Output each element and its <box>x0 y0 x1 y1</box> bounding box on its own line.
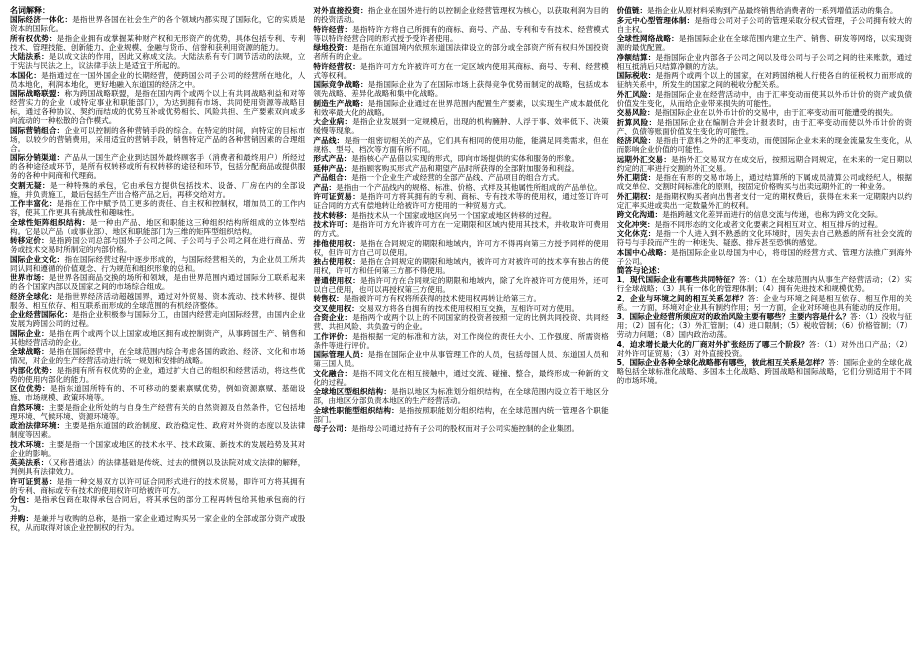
glossary-entry <box>617 229 912 247</box>
glossary-definition: 主要是指一个国家或地区的技术水平、技术政策、新技术的发展趋势及其对企业的影响。 <box>10 439 306 458</box>
glossary-definition: 是指在东道国境内依照东道国法律设立的部分或全部资产所有权归外国投资者所有的企业。 <box>313 43 609 61</box>
glossary-definition: 是指许可方允许被许可方在一定期限和区域内使用其技术，并收取许可费用的方式。 <box>313 220 609 238</box>
glossary-entry <box>313 99 608 117</box>
glossary-definition: 是指国际企业内部各子公司之间以及母公司与子公司之间的往来账款，通过相互抵消后只结算净额的方法。 <box>616 52 912 71</box>
glossary-definition: 是指不同文化在相互接触中，通过交流、碰撞、整合，最终形成一种新的文化的过程。 <box>313 368 609 387</box>
glossary-entry <box>617 210 912 219</box>
glossary-definition: 是指世界经济活动超越国界，通过对外贸易、资本流动、技术转移、提供服务、相互依存、相互联系而形成的全球范围的有机经济整体。 <box>10 291 306 310</box>
glossary-definition: 是一种由产品、地区和职能这三种组织结构所组成的立体型结构。它是以产品（或事业部）、地区和职能部门为三维的矩阵型组织结构。 <box>10 217 306 236</box>
glossary-definition: 是指在两个或两个以上国家或地区拥有或控制资产，从事跨国生产、销售和其他经营活动的企业。 <box>10 328 306 347</box>
glossary-term: 特许经营权 ： <box>313 62 360 71</box>
glossary-entry <box>10 255 305 273</box>
glossary-entry <box>313 80 608 98</box>
glossary-entry <box>10 310 305 328</box>
question-text: 1．现代国际企业有哪些共同特征？ <box>616 275 739 284</box>
glossary-entry <box>10 71 305 89</box>
glossary-entry <box>10 440 305 458</box>
glossary-entry <box>10 329 305 347</box>
glossary-entry <box>10 514 305 532</box>
glossary-term: 国际企业 ： <box>10 329 49 338</box>
glossary-definition: 是指以地区为标准划分组织结构，在全球范围内设立若干地区分部，由地区分部负责本地区的生产经营活动。 <box>313 387 609 405</box>
glossary-definition: 主要是指企业所处的与自身生产经营有关的自然资源及自然条件，它包括地理环境、气候环境、资源环境等。 <box>10 402 306 421</box>
column-2 <box>313 6 608 647</box>
glossary-entry <box>313 173 608 182</box>
glossary-definition: 是指技术从一个国家或地区向另一个国家或地区转移的过程。 <box>351 210 557 220</box>
answer-text: 答：（1）对外出口产品；（2）对外许可证贸易；（3）对外直接投资。 <box>616 339 912 358</box>
answer-text: 答：企业与环境之间是相互依存、相互作用的关系。一方面，环境对企业具有制约作用；另一方面，企业对环境也具有能动的反作用。 <box>616 293 912 312</box>
glossary-definition: 是指核心产品借以实现的形式，即向市场提供的实体和服务的形象。 <box>351 154 580 163</box>
glossary-entry <box>617 192 912 210</box>
glossary-term: 世界市场 ： <box>10 273 49 282</box>
glossary-entry <box>313 369 608 387</box>
glossary-entry <box>617 90 912 108</box>
glossary-definition: 指在国际经营过程中逐步形成的，与国际经营相关的，为企业员工所共同认同和遵循的价值观念、行为规范和组织形象的总和。 <box>10 254 306 273</box>
glossary-entry <box>617 53 912 71</box>
glossary-definition: 企业可以控制的各种营销手段的综合。在特定的时间，向特定的目标市场，以较少的营销费用，采用适宜的营销手段，销售特定产品的各种营销因素的合理组合。 <box>10 125 306 153</box>
glossary-entry <box>617 136 912 154</box>
glossary-definition: 是指两个或两个以上的不同国家的投资者按照一定的比例共同投资、共同经营、共担风险、共负盈亏的企业。 <box>313 313 609 331</box>
glossary-entry <box>313 257 608 275</box>
glossary-definition: 是指许可方在合同规定的期限和地域内，除了允许被许可方使用外，还可以自己使用，也可以再授权第三方使用。 <box>313 275 609 294</box>
glossary-term: 所有权优势 ： <box>10 34 57 43</box>
glossary-definition: 是指国际企业以母国为中心，将母国的经营方式、管理方法推广到海外子公司。 <box>616 247 912 266</box>
answer-text: 答：国际企业的全球化战略包括全球标准化战略、多国本土化战略、跨国战略和国际战略，它们分别适用于不同的市场环境。 <box>616 358 912 385</box>
glossary-term: 价值链 ： <box>617 6 647 15</box>
glossary-term: 国际管理人员 ： <box>313 350 367 359</box>
glossary-term: 交易风险 ： <box>617 108 655 117</box>
glossary-term: 许可证贸易 ： <box>10 477 57 486</box>
question-text: 3．国际企业经营所须应对的政治风险主要有哪些？主要内容是什么？ <box>616 312 851 321</box>
glossary-definition: 是指世界各国在社会生产的各个领域内都实现了国际化，它的实质是资本的国际化。 <box>10 15 306 33</box>
glossary-term: 本国化 ： <box>10 71 41 80</box>
glossary-term: 全球战略 ： <box>10 347 49 356</box>
glossary-term: 并购 ： <box>10 514 33 523</box>
glossary-term: 国际经济一体化 ： <box>10 15 72 24</box>
glossary-definition: 是指母公司通过持有子公司的股权而对子公司实施控制的企业集团。 <box>351 424 580 433</box>
glossary-entry <box>313 136 608 154</box>
glossary-definition: 是指一个企业生产或经营的全部产品线、产品项目的组合方式。 <box>351 173 564 182</box>
glossary-term: 排他使用权 ： <box>313 239 360 248</box>
glossary-entry <box>313 276 608 294</box>
glossary-definition: 是指根据一定的标准和方法，对工作岗位的责任大小、工作强度、所需资格条件等进行评价。 <box>313 331 609 350</box>
glossary-entry <box>10 153 305 180</box>
glossary-definition: 是指跨越文化差异而进行的信息交流与传递，也称为跨文化交际。 <box>662 210 883 219</box>
glossary-entry <box>313 183 608 192</box>
glossary-entry <box>10 421 305 439</box>
glossary-term: 自然环境 ： <box>10 403 49 412</box>
glossary-entry <box>313 62 608 80</box>
question-text: 5．国际企业各种全球化战略都有哪些，彼此相互关系是怎样？ <box>616 358 829 367</box>
glossary-term: 独占使用权 ： <box>313 257 360 266</box>
glossary-term: 合资企业 ： <box>313 313 352 322</box>
glossary-entry <box>313 332 608 350</box>
glossary-entry <box>10 384 305 402</box>
glossary-entry <box>313 211 608 220</box>
glossary-term: 区位优势 ： <box>10 384 50 393</box>
glossary-term: 国际税收 ： <box>617 71 656 80</box>
glossary-entry <box>10 495 305 513</box>
glossary-definition: 指企业在国外进行的以控制企业经营管理权为核心，以获取利润为目的的投资活动。 <box>313 6 609 24</box>
glossary-entry <box>10 403 305 421</box>
glossary-term: 延伸产品 ： <box>313 164 351 173</box>
glossary-term: 国际分销渠道 ： <box>10 153 64 162</box>
glossary-definition: 交易双方将各自拥有的技术使用权相互交换，互相许可对方使用。 <box>358 303 580 313</box>
qa-section-title: 简答与论述： <box>616 266 665 275</box>
glossary-term: 技术转移 ： <box>313 211 351 220</box>
qa-item <box>617 340 912 358</box>
glossary-definition: 是指许可方允许被许可方在一定区域内使用其商标、商号、专利、经营模式等权利。 <box>313 61 609 80</box>
glossary-term: 母子公司 ： <box>313 424 351 433</box>
glossary-term: 产品线 ： <box>313 136 344 145</box>
glossary-definition: 是指一个人进入到不熟悉的文化环境时，因失去自己熟悉的所有社会交流的符号与手段而产生的一种迷失、疑惑、排斥甚至恐惧的感觉。 <box>616 229 912 247</box>
qa-item <box>617 312 912 339</box>
glossary-entry <box>313 220 608 238</box>
glossary-entry <box>313 192 608 210</box>
glossary-definition: 是指东道国所特有的、不可移动的要素禀赋优势，例如资源禀赋、基础设施、市场规模、政策环境等。 <box>10 384 306 402</box>
glossary-entry <box>313 6 608 24</box>
glossary-entry <box>313 304 608 313</box>
glossary-term: 交叉使用权 ： <box>313 304 359 313</box>
glossary-definition: 是指顾客购买形式产品和期望产品时所获得的全部附加服务和利益。 <box>351 163 580 173</box>
glossary-term: 对外直接投资 ： <box>313 6 367 15</box>
glossary-term: 本国中心战略 ： <box>617 248 671 257</box>
glossary-definition: 是指在国际经营中，在全球范围内综合考虑各国的政治、经济、文化和市场情况，对企业的生产经营活动进行统一规划和安排的战略。 <box>10 347 306 365</box>
qa-item <box>617 294 912 312</box>
glossary-definition: 是指企业积极参与国际分工，由国内经营走向国际经营，由国内企业发展为跨国公司的过程。 <box>10 310 306 328</box>
glossary-term: 工作评价 ： <box>313 332 352 341</box>
glossary-definition: 是指承包商在取得承包合同后，将其承包的部分工程再转包给其他承包商的行为。 <box>10 495 306 513</box>
glossary-definition: 是指外汇交易双方在成交后，按照远期合同规定，在未来的一定日期以约定的汇率进行交割的外汇交易。 <box>616 154 912 173</box>
glossary-entry <box>313 424 608 433</box>
glossary-definition: 是指许可方将其拥有的专利、商标、专有技术等的使用权，通过签订许可证合同的方式有偿地转让给被许可方使用的一种贸易方式。 <box>313 192 609 210</box>
column-3 <box>617 6 912 647</box>
glossary-definition: 是指通过在一国外国企业的长期经营，使跨国公司子公司的经营所在地化，人员本地化，利润本地化，更好地融入东道国的经济之中。 <box>10 70 306 89</box>
glossary-entry <box>617 248 912 266</box>
glossary-entry <box>10 366 305 384</box>
glossary-definition: 是指由于意料之外的汇率变动，而使国际企业未来的现金流量发生变化，从而影响企业价值的可能性。 <box>616 136 912 154</box>
question-text: 2．企业与环境之间的相互关系怎样？ <box>616 293 748 303</box>
glossary-definition: 是指国际企业在以外币计价的交易中，由于汇率变动而可能遭受的损失。 <box>654 108 898 117</box>
glossary-entry <box>10 181 305 199</box>
glossary-term: 企业经营国际化 ： <box>10 310 72 319</box>
glossary-definition: 是指母公司对子公司的管理采取分权式管理，子公司拥有较大的自主权。 <box>616 15 912 34</box>
glossary-entry <box>313 313 608 331</box>
glossary-term: 分包 ： <box>10 495 34 504</box>
glossary-entry <box>10 218 305 236</box>
glossary-entry <box>10 458 305 476</box>
glossary-entry <box>10 126 305 153</box>
glossary-term: 远期外汇交易 ： <box>617 155 671 164</box>
glossary-entry <box>313 387 608 405</box>
glossary-definition: 是指在工作中赋予员工更多的责任、自主权和控制权，增加员工的工作内容，使其工作更具有挑战性和趣味性。 <box>10 199 306 217</box>
glossary-definition: 是世界各国商品交换的场所和领域，是由世界范围内通过国际分工联系起来的各个国家内部以及国家之间的市场综合组成。 <box>10 273 306 291</box>
glossary-entry <box>10 273 305 291</box>
glossary-entry <box>313 117 608 135</box>
glossary-definition: 称为跨国战略联盟，是指在国内两个或两个以上有共同战略利益和对等经营实力的企业（或特定事业和职能部门），为达到拥有市场、共同使用资源等战略目标，通过各种协议、契约而结成的优势互补或优势相长、风险共担、生产要素双向或多向流动的一种松散的合作模式。 <box>10 89 306 125</box>
glossary-term: 经济全球化 ： <box>10 292 57 301</box>
glossary-entry <box>617 155 912 173</box>
glossary-definition: 是指企业发展到一定规模后，出现的机构臃肿、人浮于事、效率低下、决策缓慢等现象。 <box>313 117 609 135</box>
glossary-term: 工作丰富化 ： <box>10 199 57 208</box>
glossary-entry <box>313 25 608 43</box>
glossary-definition: 是兼并与收购的总称，是指一家企业通过购买另一家企业的全部或部分资产或股权，从而取得对该企业控制权的行为。 <box>10 513 306 532</box>
glossary-entry <box>10 15 305 33</box>
glossary-term: 国际营销组合 ： <box>10 126 64 135</box>
section-heading: 名词解释： <box>10 6 50 15</box>
glossary-definition: 是指一种交易双方以许可证合同形式进行的技术贸易，即许可方将其拥有的专利、商标或专有技术的使用权许可给被许可方。 <box>10 476 306 495</box>
glossary-term: 技术许可 ： <box>313 220 352 229</box>
glossary-term: 文化冲突 ： <box>617 220 655 229</box>
glossary-definition: 主要是指东道国的政治制度、政治稳定性、政府对外资的态度以及法律制度等因素。 <box>10 421 306 439</box>
glossary-entry <box>617 71 912 89</box>
glossary-definition: 是指一组密切相关的产品，它们具有相同的使用功能，能满足同类需求，但在规格、型号、档次等方面有所不同。 <box>313 135 609 154</box>
column-1 <box>10 6 305 647</box>
glossary-definition: 是指国际企业在全球范围内建立生产、销售、研发等网络，以实现资源的最优配置。 <box>616 34 912 52</box>
glossary-definition: 是指两个或两个以上的国家，在对跨国纳税人行使各自的征税权力而形成的征纳关系中，所发生的国家之间的税收分配关系。 <box>616 71 912 89</box>
glossary-definition: 是指在合同规定的期限和地域内，许可方不得再向第三方授予同样的使用权，但许可方自己可以使用。 <box>313 238 609 257</box>
glossary-definition: 是指企业拥有或掌握某种财产权和无形资产的优势，具体包括专利、专利技术、管理技能、创新能力、企业规模、金融与货币、信誉和获利用资源的能力。 <box>10 33 306 52</box>
glossary-definition: 是指不同形态的文化或者文化要素之间相互对立、相互排斥的过程。 <box>654 219 883 229</box>
glossary-term: 国际企业文化 ： <box>10 255 64 264</box>
glossary-definition: 产品从一国生产企业到达国外最终顾客手（消费者和最终用户）所经过的各种途径或环节，是所有权转移或所有权转移的途径和环节，包括分配商品或提供服务的各种中间商和代理商。 <box>10 153 306 180</box>
glossary-entry <box>313 350 608 368</box>
glossary-term: 跨文化沟通 ： <box>617 210 663 219</box>
glossary-definition: 是指在有形的交易市场上，通过结算所的下属成员清算公司或经纪人，根据成交单位、交割时间标准化的原则，按固定价格购买与出卖远期外汇的一种业务。 <box>616 173 912 191</box>
glossary-term: 产品 ： <box>313 183 336 192</box>
glossary-term: 全球性矩阵组织结构 ： <box>10 218 90 227</box>
glossary-definition: 是指国际企业在经营活动中，由于汇率变动而使其以外币计价的资产或负债价值发生变化，从而给企业带来损失的可能性。 <box>616 89 912 108</box>
glossary-term: 全球性网络战略 ： <box>617 34 679 43</box>
glossary-entry <box>10 236 305 254</box>
glossary-definition: 是指拥有所有权优势的企业，通过扩大自己的组织和经营活动，将这些优势的使用内部化的能力。 <box>10 365 306 384</box>
glossary-entry <box>313 239 608 257</box>
glossary-entry <box>617 173 912 191</box>
glossary-definition: 是指在合同规定的期限和地域内，被许可方对被许可的技术享有独占的使用权，许可方和任何第三方都不得使用。 <box>313 257 609 275</box>
glossary-entry <box>617 6 912 15</box>
glossary-definition: 是指国际企业为了在国际市场上获得竞争优势而制定的战略，包括成本领先战略、差异化战略和集中化战略。 <box>313 80 609 98</box>
glossary-term: 大企业病 ： <box>313 117 352 126</box>
glossary-term: 国际竞争战略 ： <box>313 80 367 89</box>
glossary-definition: 是指国际企业通过在世界范围内配置生产要素，以实现生产成本最低化和效率最大化的战略。 <box>313 98 609 117</box>
glossary-definition: 是指按照职能划分组织结构，在全球范围内统一管理各个职能部门。 <box>313 405 609 424</box>
glossary-entry <box>617 16 912 34</box>
glossary-term: 文化融合 ： <box>313 369 352 378</box>
glossary-term: 英美法系 ： <box>10 458 48 467</box>
glossary-definition: （又称普通法）的法律基础是传统、过去的惯例以及法院对成文法律的解释，判例具有法律效力。 <box>10 458 306 476</box>
glossary-term: 制造生产战略 ： <box>313 99 367 108</box>
glossary-term: 内部化优势 ： <box>10 366 57 375</box>
glossary-term: 大陆法系 ： <box>10 52 49 61</box>
glossary-term: 多元中心型管理体制 ： <box>617 16 695 25</box>
glossary-definition: 是指期权购买者向出售者支付一定的期权费后，获得在未来一定期限内以约定汇率买进或卖出一定数量外汇的权利。 <box>616 191 912 210</box>
glossary-definition: 是指特许方将自己所拥有的商标、商号、产品、专利和专有技术、经营模式等以特许经营合同的形式授予受许者使用。 <box>313 24 609 43</box>
qa-item <box>617 358 912 385</box>
glossary-term: 全球地区型组织结构 ： <box>313 387 391 396</box>
glossary-entry <box>10 199 305 217</box>
glossary-entry <box>10 477 305 495</box>
glossary-entry <box>313 154 608 163</box>
glossary-definition: 是指被许可方有权将所获得的技术使用权再转让给第三方。 <box>343 294 542 303</box>
glossary-term: 经济风险 ： <box>617 136 656 145</box>
glossary-term: 外汇风险 ： <box>617 90 656 99</box>
glossary-term: 交割无疑 ： <box>10 181 50 190</box>
glossary-definition: 是一种特殊的承包，它由承包方提供包括技术、设备、厂房在内的全部设施，并负责施工，最后包括生产出合格产品之后，再移交给对方。 <box>10 180 306 199</box>
glossary-entry <box>313 294 608 303</box>
glossary-term: 外汇期权 ： <box>617 192 656 201</box>
glossary-definition: 是指跨国公司总部与国外子公司之间、子公司与子公司之间在进行商品、劳务或技术交易时所制定的内部价格。 <box>10 236 306 254</box>
glossary-entry <box>313 164 608 173</box>
glossary-term: 全球性职能型组织结构 ： <box>313 406 399 415</box>
glossary-definition: 是指在国际企业中从事管理工作的人员，包括母国人员、东道国人员和第三国人员。 <box>313 350 609 368</box>
glossary-term: 转移定价 ： <box>10 236 49 245</box>
glossary-term: 外汇期货 ： <box>617 173 656 182</box>
glossary-definition: 是指国际企业在编制合并会计报表时，由于汇率变动而使以外币计价的资产、负债等账面价值发生变化的可能性。 <box>616 117 912 136</box>
glossary-definition: 是以成文法的作用，因此又称成文法。大陆法系有专门调节活动的法规，立于宪法与民法之上，议法律手法上是适宜于所起的。 <box>10 52 306 70</box>
glossary-term: 形式产品 ： <box>313 154 351 163</box>
glossary-term: 文化休克 ： <box>617 229 656 238</box>
glossary-term: 特许经营 ： <box>313 25 352 34</box>
glossary-entry <box>10 292 305 310</box>
glossary-term: 普通使用权 ： <box>313 276 360 285</box>
glossary-entry <box>617 108 912 117</box>
answer-text: 答：（1）在全球范围内从事生产经营活动；（2）实行全球战略；（3）具有一体化的管理体制；（4）拥有先进技术和规模优势。 <box>616 275 912 293</box>
glossary-entry <box>617 34 912 52</box>
qa-item <box>617 275 912 293</box>
answer-text: 答：（1）没收与征用；（2）国有化；（3）外汇管制；（4）进口限制；（5）税收管制；（6）价格管制；（7）劳动力问题；（8）国内政治动荡。 <box>616 312 912 339</box>
glossary-entry <box>10 34 305 52</box>
glossary-entry <box>617 220 912 229</box>
glossary-term: 许可证贸易 ： <box>313 192 360 201</box>
glossary-definition: 是指企业从原材料采购到产品最终销售给消费者的一系列增值活动的集合。 <box>647 6 898 15</box>
glossary-term: 净额结算 ： <box>617 53 656 62</box>
glossary-term: 折算风险 ： <box>617 118 657 127</box>
glossary-entry <box>10 52 305 70</box>
glossary-term: 国际战略联盟 ： <box>10 89 64 98</box>
glossary-entry <box>617 118 912 136</box>
glossary-entry <box>313 406 608 424</box>
glossary-entry <box>10 347 305 365</box>
glossary-term: 绿地投资 ： <box>313 43 352 52</box>
glossary-entry <box>313 43 608 61</box>
glossary-definition: 是指由一个产品线内的规格、标准、价格、式样及其他属性所组成的产品单位。 <box>336 182 602 192</box>
glossary-term: 政治法律环境 ： <box>10 421 64 430</box>
glossary-entry <box>10 89 305 125</box>
question-text: 4．迫求增长最大化的厂商对外扩张经历了哪三个阶段？ <box>616 339 809 349</box>
glossary-term: 技术环境 ： <box>10 440 49 449</box>
glossary-term: 转售权 ： <box>313 294 343 303</box>
glossary-term: 产品组合 ： <box>313 173 351 182</box>
